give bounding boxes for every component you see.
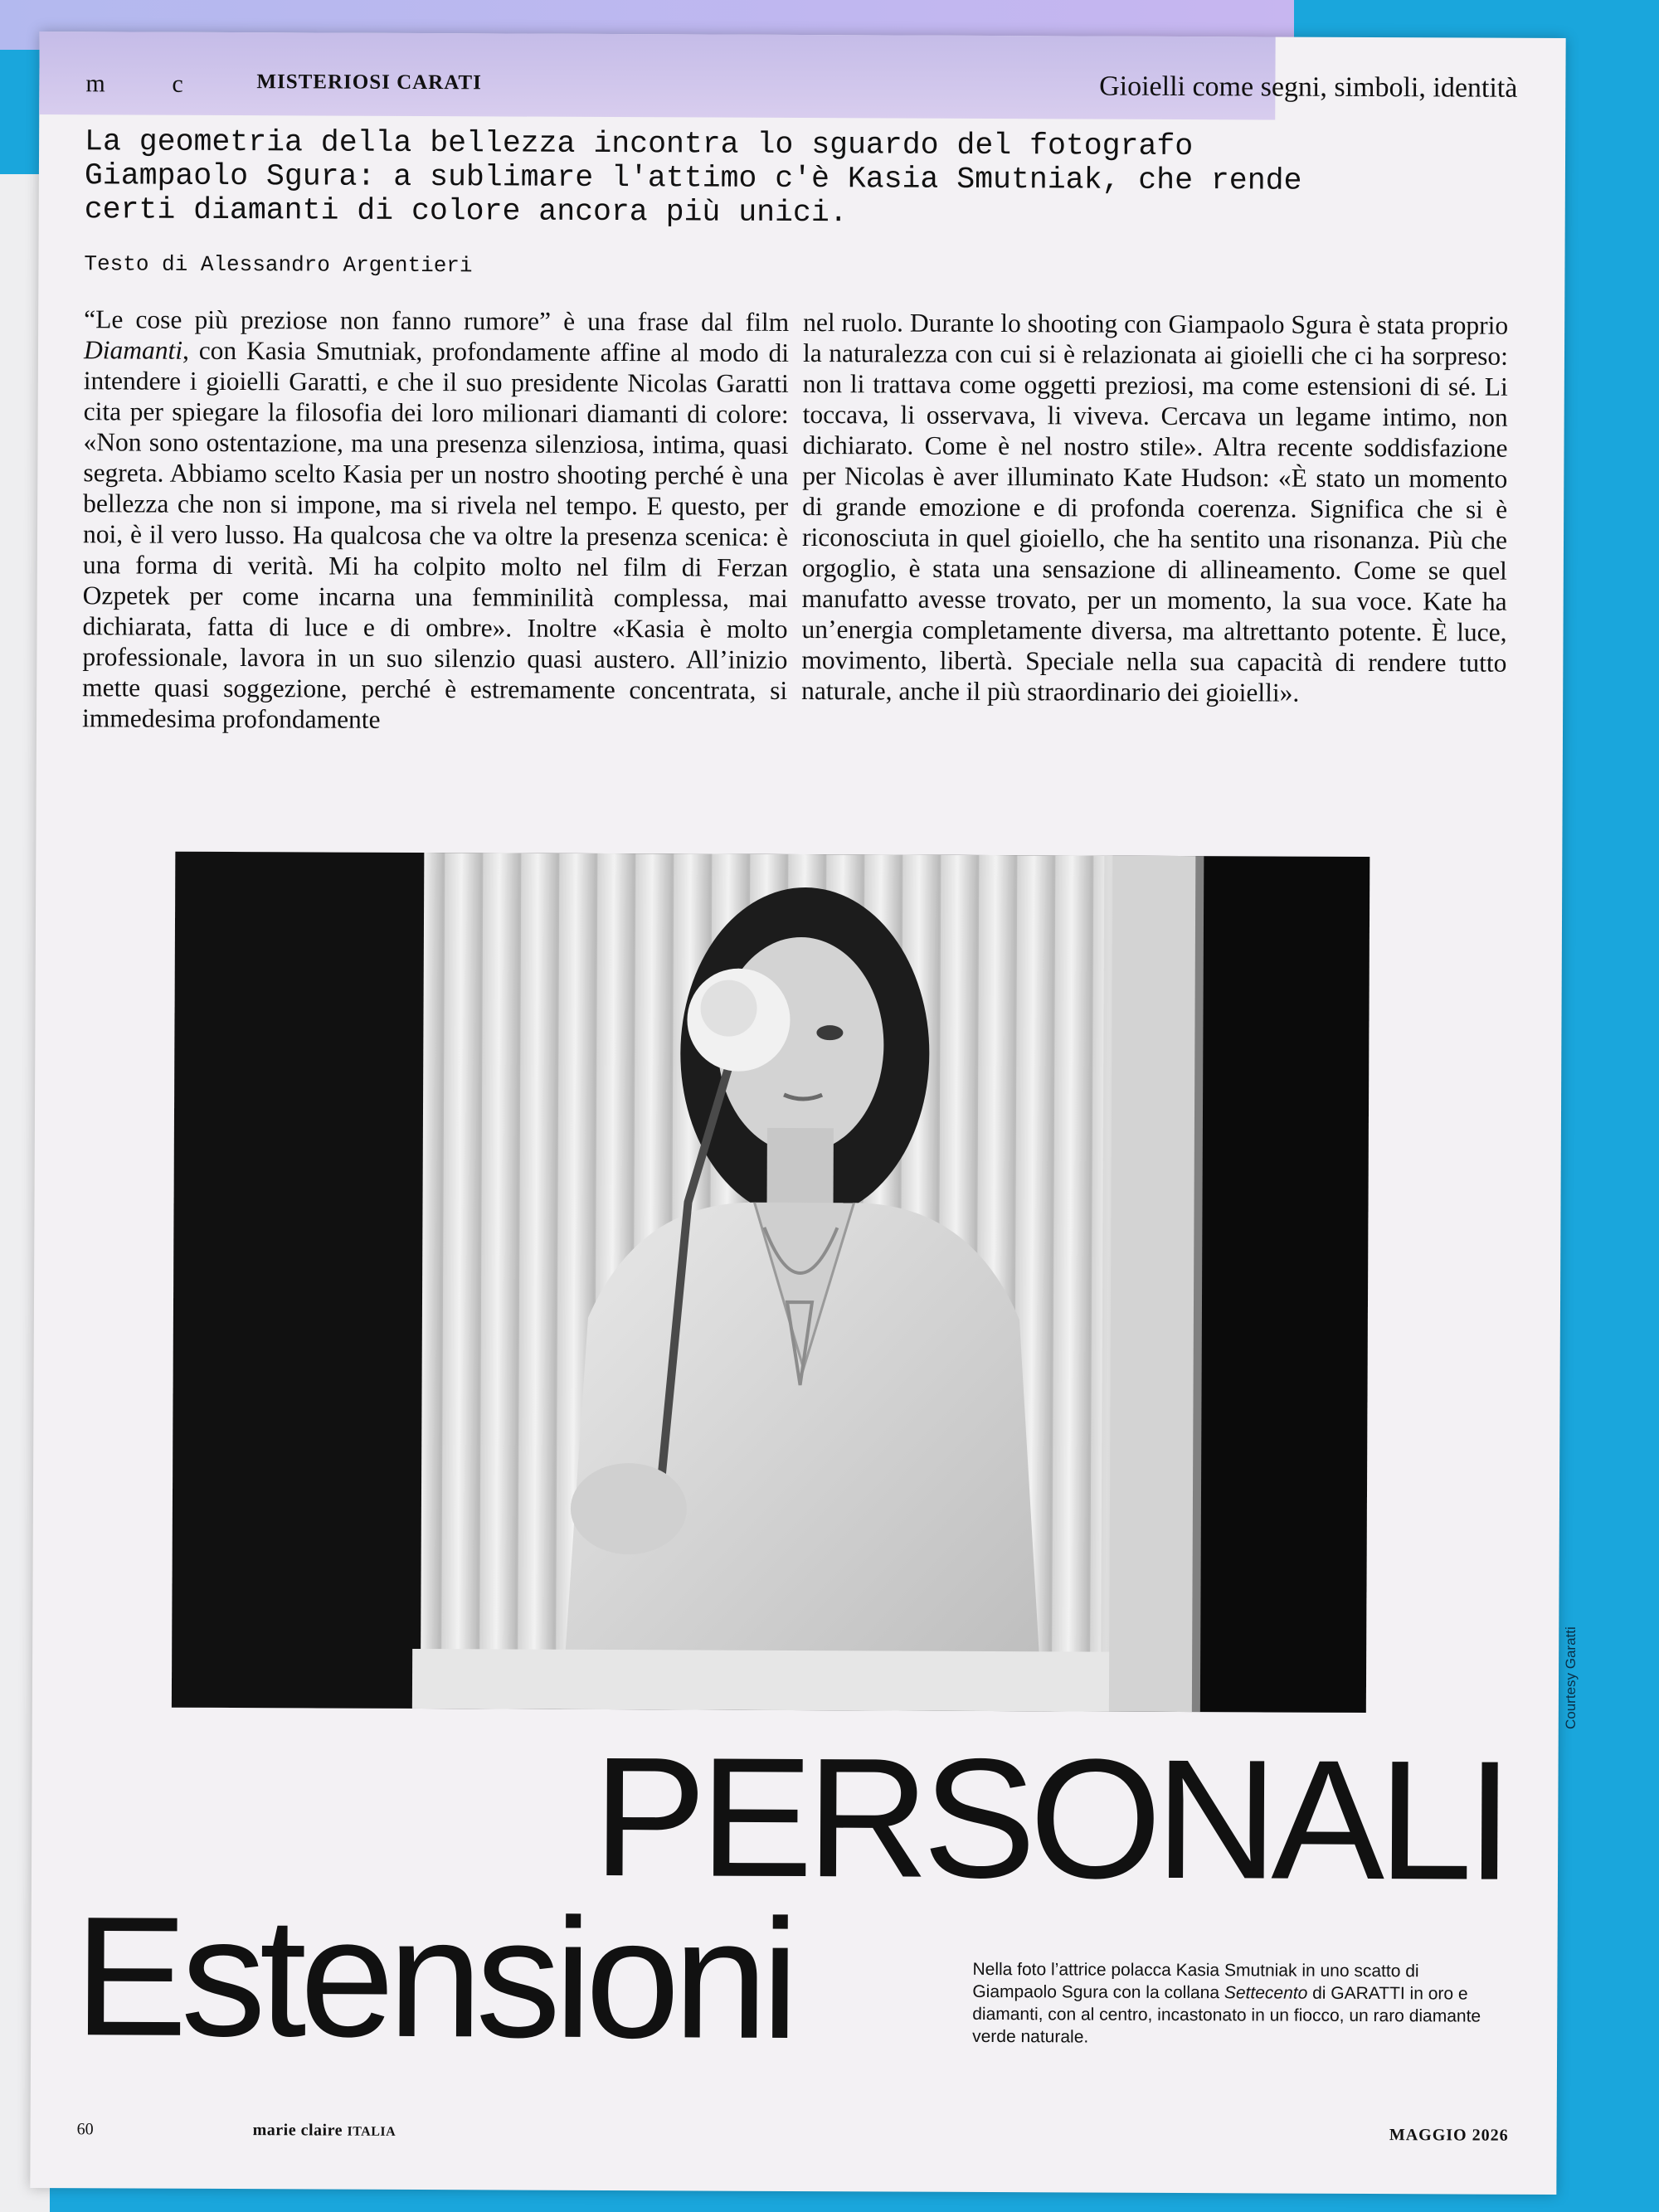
magazine-edition: ITALIA — [347, 2124, 397, 2139]
section-topic: Gioielli come segni, simboli, identità — [1099, 70, 1518, 104]
article-intro: La geometria della bellezza incontra lo sguardo del fotografo Giampaolo Sgura: a sublimare l'attimo c'è Kasia Smutniak, che rende certi diamanti di colore ancora più unici. — [84, 124, 1302, 231]
headline-line-1: PERSONALI — [592, 1721, 1507, 1916]
article-column-right: nel ruolo. Durante lo shooting con Giampaolo Sgura è stata proprio la naturalezza con cui si è relazionata ai gioielli che ci ha sorpreso: non li trattava come oggetti preziosi, ma come estensioni di sé. Li toccava, li osservava, li viveva. Cercava un legame intimo, non dichiarato. Come è nel nostro stile». Altra recente soddisfazione per Nicolas è aver illuminato Kate Hudson: «È stato un momento di grande emozione e di profonda coerenza. Significa che si è riconosciuta in quel gioiello, che ha sentito una risonanza. Più che orgoglio, è stata una sensazione di allineamento. Come se quel manufatto avesse trovato, per un momento, la sua voce. Kate ha un’energia completamente diversa, ma altrettanto potente. È luce, movimento, libertà. Speciale nella sua capacità di rendere tutto naturale, anche il più straordinario dei gioielli». — [801, 308, 1509, 707]
film-title: Diamanti — [83, 335, 183, 365]
issue-date: MAGGIO 2026 — [1389, 2126, 1509, 2145]
header-logo-m: m — [85, 70, 105, 98]
caption-text-part: di GARATTI in oro e diamanti, con al centro, incastonato in un fiocco, un raro diamante verde naturale. — [972, 1983, 1481, 2047]
photo-credit: Courtesy Garatti — [1563, 1626, 1579, 1729]
section-label: MISTERIOSI CARATI — [256, 70, 482, 95]
header-strip — [39, 32, 1275, 120]
article-byline: Testo di Alessandro Argentieri — [84, 251, 473, 279]
page-number: 60 — [76, 2120, 94, 2139]
photo-caption — [972, 1958, 1503, 2050]
magazine-name — [253, 2121, 397, 2141]
caption-text-part: Nella foto l’attrice polacca Kasia Smutniak in uno scatto di Giampaolo Sgura con la collana — [972, 1959, 1419, 2003]
magazine-page — [30, 32, 1565, 2195]
headline-line-2: Estensioni — [73, 1881, 793, 2074]
header-logo-c: c — [172, 70, 183, 98]
magazine-brand: marie claire — [252, 2121, 343, 2140]
portrait-photo — [172, 852, 1370, 1713]
article-column-left — [82, 304, 789, 737]
article-text-part: , con Kasia Smutniak, profondamente affine al modo di intendere i gioielli Garatti, e che il suo presidente Nicolas Garatti cita per spiegare la filosofia dei loro milionari diamanti di colore: «Non sono ostentazione, ma una presenza silenziosa, intima, quasi segreta. Abbiamo scelto Kasia per un nostro shooting perché è una bellezza che non si impone, ma si rivela nel tempo. E questo, per noi, è il vero lusso. Ha qualcosa che va oltre la presenza scenica: è una forma di verità. Mi ha colpito molto nel film di Ferzan Ozpetek per come incarna una femminilità complessa, mai dichiarata, fatta di luce e di ombre». Inoltre «Kasia è molto professionale, lavora in un suo silenzio quasi austero. All’inizio mette quasi soggezione, perché è estremamente concentrata, si immedesima profondamente — [81, 335, 790, 734]
article-text-part: “Le cose più preziose non fanno rumore” è una frase dal film — [84, 304, 790, 337]
necklace-name: Settecento — [1224, 1983, 1308, 2003]
